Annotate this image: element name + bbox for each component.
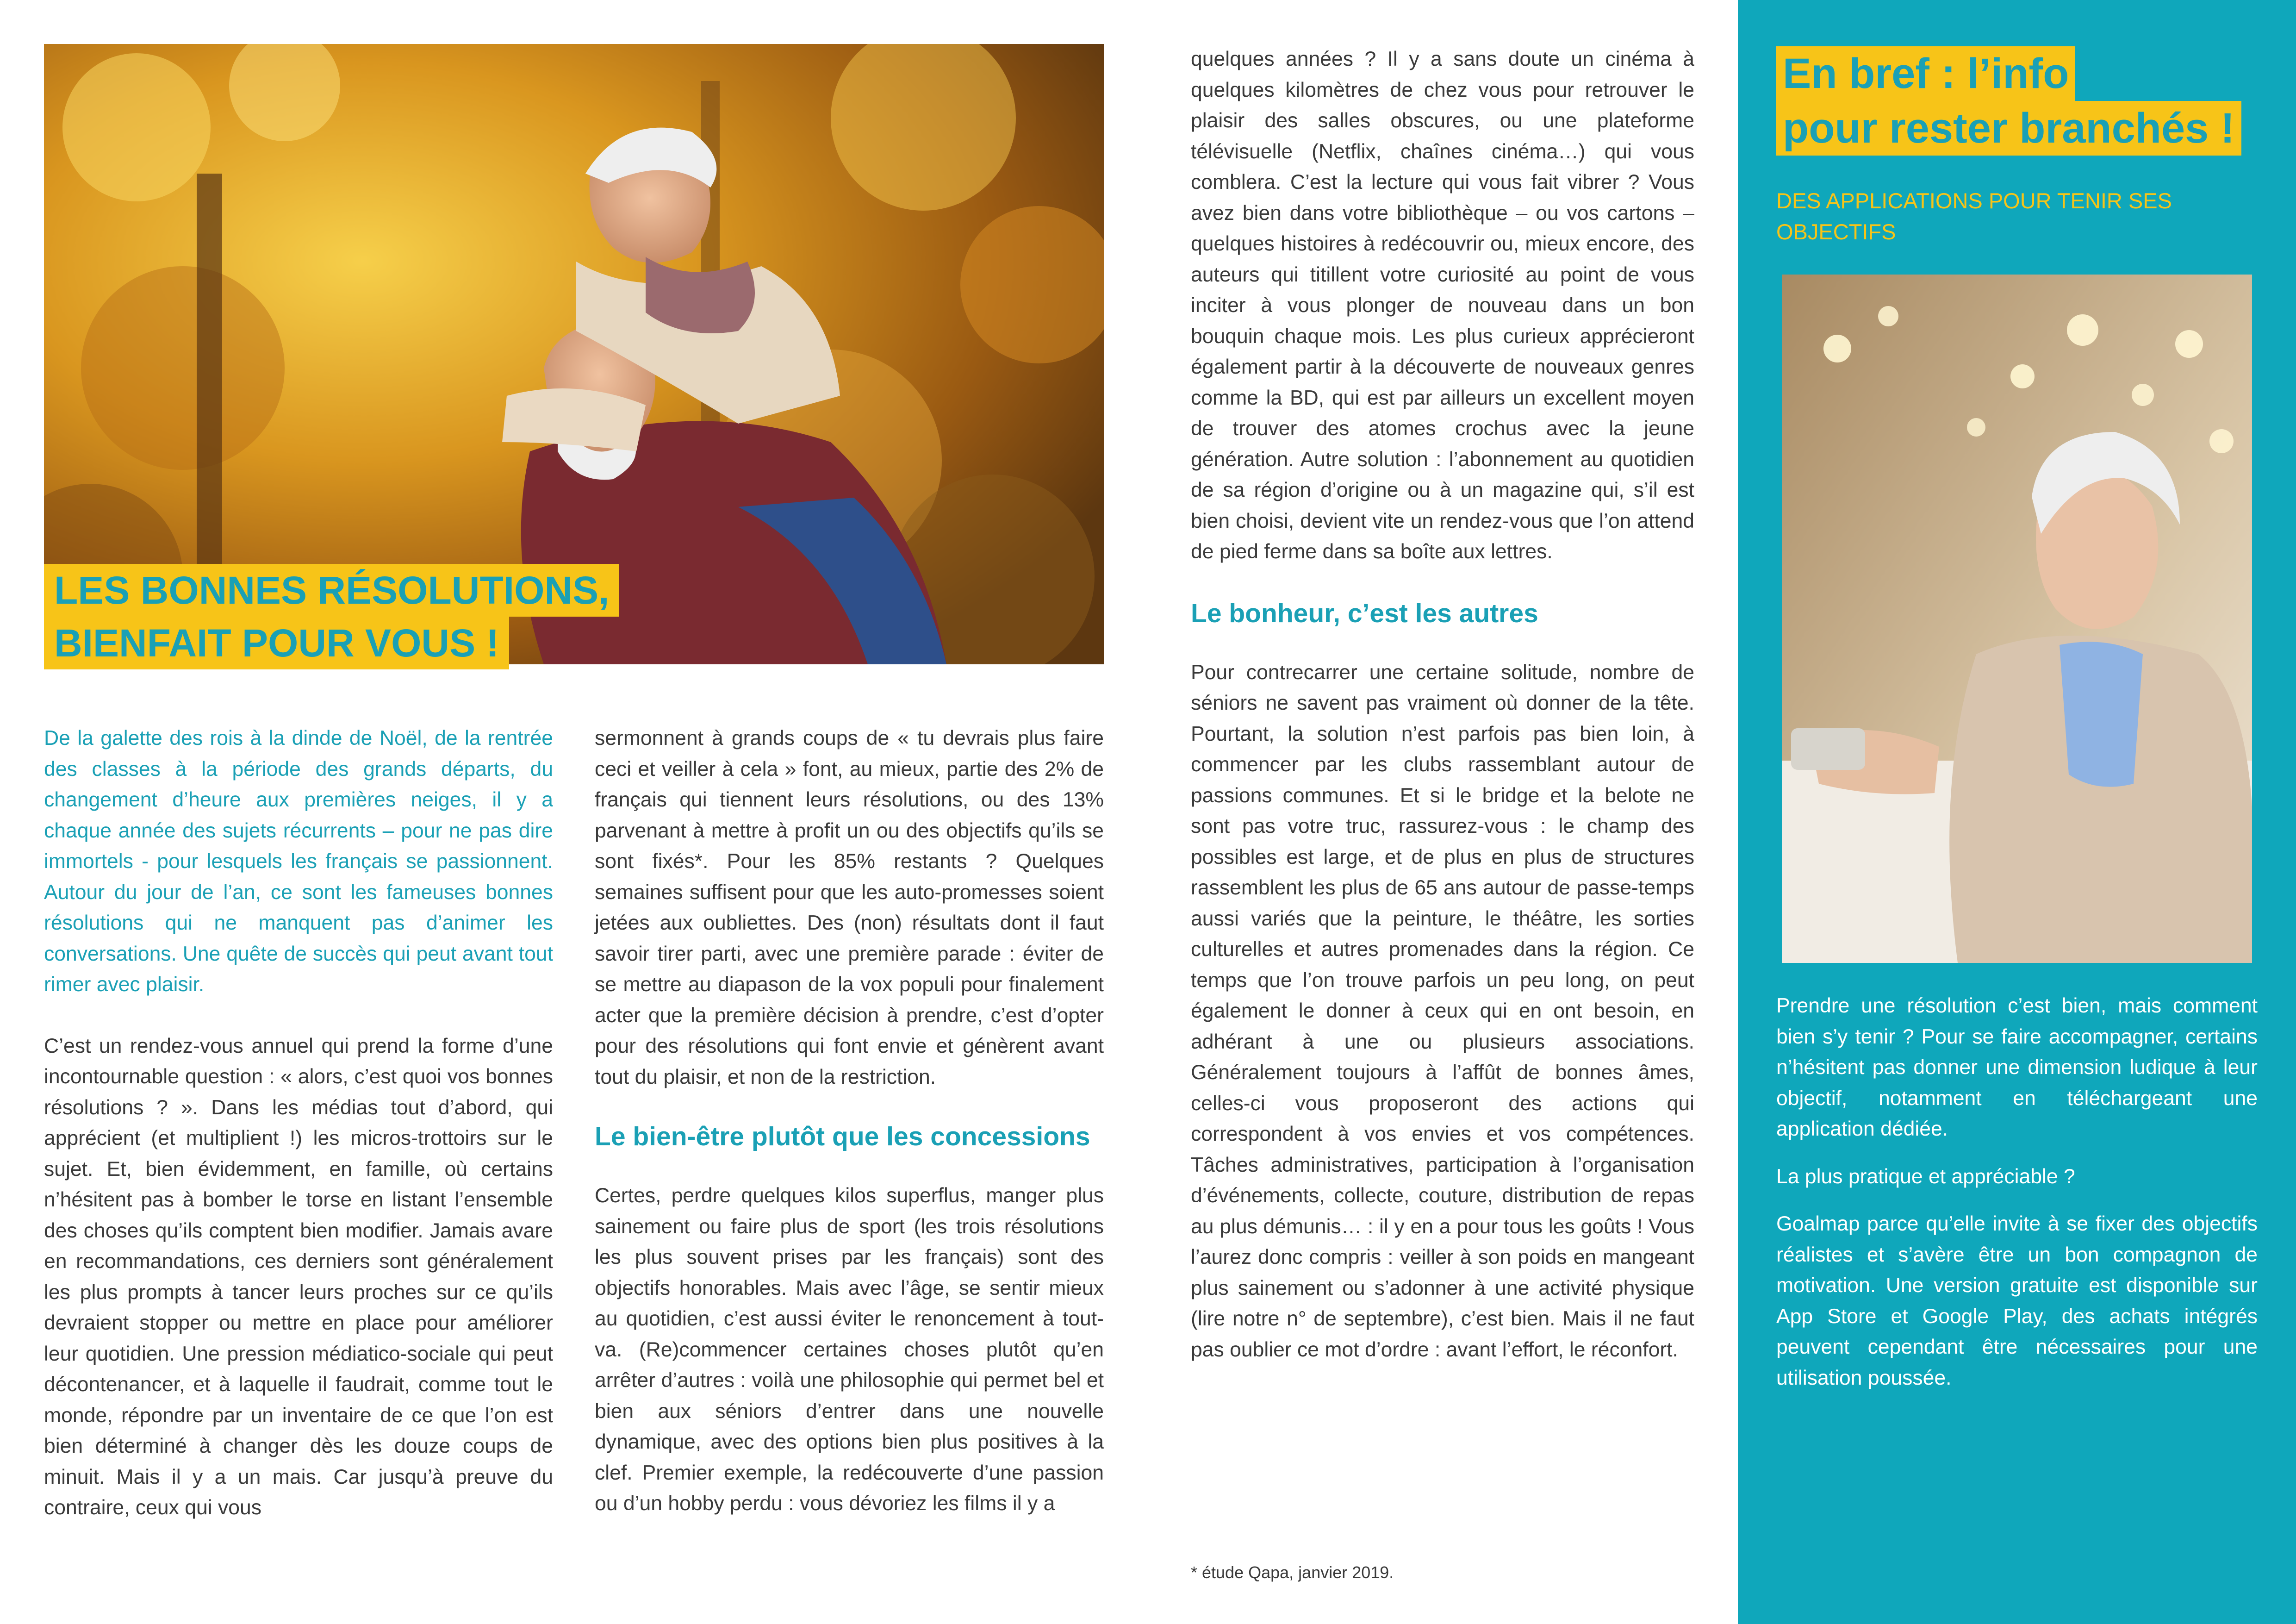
- headline-line-2: BIENFAIT POUR VOUS !: [44, 617, 509, 669]
- column-3: [1191, 44, 1694, 1365]
- col2-paragraph-1: sermonnent à grands coups de « tu devrais plus faire ceci et veiller à cela » font, au mieux, partie des 2% de français qui tiennent leurs résolutions, ou des 13% parvenant à mettre à profit un ou des objectifs qu’ils se sont fixés*. Pour les 85% restants ? Quelques semaines suffisent pour que les auto-promesses soient jetées aux oubliettes. Des (non) résultats dont il faut savoir tirer parti, avec une première parade : éviter de se mettre au diapason de la vox populi pour finalement acter que la première décision à prendre, c’est d’opter pour des résolutions qui font envie et génèrent avant tout du plaisir, et non de la restriction.: [595, 727, 1104, 1088]
- col3-paragraph-1: quelques années ? Il y a sans doute un cinéma à quelques kilomètres de chez vous pour retrouver le plaisir des salles obscures, ou une plateforme télévisuelle (Netflix, chaînes cinéma…) qui vous comblera. C’est la lecture qui vous fait vibrer ? Vous avez bien dans votre bibliothèque – ou vos cartons – quelques histoires à redécouvrir ou, mieux encore, des auteurs qui titillent votre curiosité au point de vous inciter à vous plonger de nouveau dans un bon bouquin chaque mois. Les plus curieux apprécieront également partir à la découverte de nouveaux genres comme la BD, qui est par ailleurs un excellent moyen de trouver des atomes crochus avec la jeune génération. Autre solution : l’abonnement au quotidien de sa région d’origine ou à un magazine qui, s’il est bien choisi, devient vite un rendez-vous que l’on attend de pied ferme dans sa boîte aux lettres.: [1191, 48, 1694, 563]
- sidebar-title-line-2: pour rester branchés !: [1776, 101, 2241, 156]
- sidebar-panel: [1738, 0, 2296, 1624]
- woman-phone-photo-illustration: [1782, 275, 2252, 963]
- column-2: [595, 723, 1104, 1519]
- column-1: [44, 723, 553, 1524]
- sidebar-title-line-1: En bref : l’info: [1776, 46, 2075, 101]
- sidebar-subtitle: DES APPLICATIONS POUR TENIR SES OBJECTIFS: [1776, 188, 2172, 244]
- headline: [44, 564, 619, 669]
- section-heading-bien-etre: Le bien-être plutôt que les concessions: [595, 1122, 1090, 1151]
- col1-paragraph: C’est un rendez-vous annuel qui prend la forme d’une incontournable question : « alors, c’est quoi vos bonnes résolutions ? ». Dans les médias tout d’abord, qui apprécient (et multiplient !) les micros-trottoirs sur le sujet. Et, bien évidemment, en famille, où certains n’hésitent pas à bomber le torse en listant l’ensemble des choses qu’ils comptent bien modifier. Jamais avare en recommandations, ces derniers sont généralement les plus prompts à tancer leurs proches sur ce qu’ils devraient stopper ou mettre en place pour améliorer leur quotidien. Une pression médiatico-sociale qui peut décontenancer, et à laquelle il faudrait, comme tout le monde, répondre par un inventaire de ce que l’on est bien déterminé à changer dès les douze coups de minuit. Mais il y a un mais. Car jusqu’à preuve du contraire, ceux qui vous: [44, 1034, 553, 1519]
- headline-line-1: LES BONNES RÉSOLUTIONS,: [44, 564, 619, 617]
- footnote: * étude Qapa, janvier 2019.: [1191, 1563, 1394, 1582]
- sidebar-title: [1776, 46, 2241, 156]
- sidebar-paragraph-3: Goalmap parce qu’elle invite à se fixer des objectifs réalistes et s’avère être un bon compagnon de motivation. Une version gratuite est disponible sur App Store et Google Play, des achats intégrés peuvent cependant être nécessaires pour une utilisation poussée.: [1776, 1212, 2258, 1389]
- sidebar-body: [1776, 991, 2258, 1410]
- col3-paragraph-2: Pour contrecarrer une certaine solitude, nombre de séniors ne savent pas vraiment où donner de la tête. Pourtant, la solution n’est parfois pas bien loin, à commencer par les clubs rassemblant autour de passions communes. Et si le bridge et la belote ne sont pas votre truc, rassurez-vous : le champ des possibles est large, et de plus en plus de structures rassemblent les plus de 65 ans autour de passe-temps aussi variés que la peinture, le théâtre, les sorties culturelles et autres promenades dans la région. Ce temps que l’on trouve parfois un peu long, on peut également le donner à ceux qui en ont besoin, en adhérant à une ou plusieurs associations. Généralement toujours à l’affût de bonnes âmes, celles-ci vous proposeront des actions qui correspondent à vos envies et vos compétences. Tâches administratives, participation à l’organisation d’événements, collecte, couture, distribution de repas au plus démunis… : il y en a pour tous les goûts ! Vous l’aurez donc compris : veiller à son poids en mangeant plus sainement ou s’adonner à une activité physique (lire notre n° de septembre), c’est bien. Mais il ne faut pas oublier ce mot d’ordre : avant l’effort, le réconfort.: [1191, 661, 1694, 1361]
- sidebar-photo: [1782, 275, 2252, 963]
- sidebar-paragraph-2: La plus pratique et appréciable ?: [1776, 1165, 2075, 1188]
- col2-paragraph-2: Certes, perdre quelques kilos superflus, manger plus sainement ou faire plus de sport (les trois résolutions les plus souvent prises par les français) sont des objectifs honorables. Mais avec l’âge, se sentir mieux au quotidien, c’est aussi éviter le renoncement à tout-va. (Re)commencer certaines choses plutôt qu’en arrêter d’autres : voilà une philosophie qui permet bel et bien aux séniors d’entrer dans une nouvelle dynamique, avec des options bien plus positives à la clef. Premier exemple, la redécouverte d’une passion ou d’un hobby perdu : vous dévoriez les films il y a: [595, 1184, 1104, 1515]
- section-heading-bonheur: Le bonheur, c’est les autres: [1191, 598, 1538, 628]
- sidebar-paragraph-1: Prendre une résolution c’est bien, mais comment bien s’y tenir ? Pour se faire accompagner, certains n’hésitent pas donner une dimension ludique à leur objectif, notamment en téléchargeant une application dédiée.: [1776, 994, 2258, 1140]
- intro-paragraph: De la galette des rois à la dinde de Noël, de la rentrée des classes à la période des grands départs, du changement d’heure aux premières neiges, il y a chaque année des sujets récurrents – pour ne pas dire immortels - pour lesquels les français se passionnent. Autour du jour de l’an, ce sont les fameuses bonnes résolutions qui ne manquent pas d’animer les conversations. Une quête de succès qui peut avant tout rimer avec plaisir.: [44, 727, 553, 996]
